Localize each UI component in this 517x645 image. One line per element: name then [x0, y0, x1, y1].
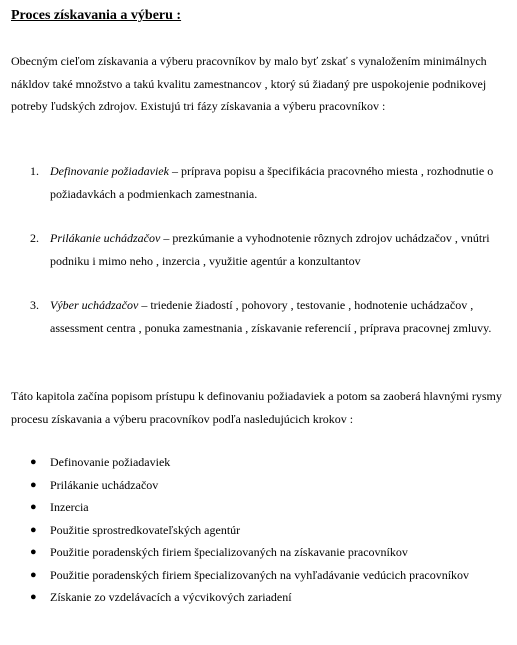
- list-item: [0, 451, 517, 474]
- phase-number: 1.: [30, 164, 39, 178]
- phase-term: Definovanie požiadaviek: [50, 164, 169, 178]
- step-text: Prilákanie uchádzačov: [50, 477, 159, 492]
- step-text: Použitie sprostredkovateľských agentúr: [50, 522, 241, 537]
- phase-term: Prilákanie uchádzačov: [50, 231, 161, 245]
- step-text: Definovanie požiadaviek: [50, 455, 171, 469]
- list-item: [0, 496, 517, 519]
- phase-number: 3.: [30, 298, 39, 312]
- phases-list: [0, 160, 517, 361]
- list-item: [0, 541, 517, 564]
- bullet-icon: ●: [30, 523, 37, 536]
- phase-description: – prezkúmanie a vyhodnotenie rôznych zdrojov uchádzačov , vnútri podniku i mimo neho , inzercia , využitie agentúr a konzultantov: [50, 231, 490, 268]
- step-text: Použitie poradenských firiem špecializovaných na vyhľadávanie vedúcich pracovníkov: [50, 567, 470, 582]
- phase-item: [0, 294, 517, 339]
- list-item: [0, 519, 517, 542]
- step-text: Inzercia: [50, 500, 89, 514]
- bullet-icon: ●: [30, 546, 37, 558]
- bullet-icon: ●: [30, 568, 37, 581]
- phase-description: – príprava popisu a špecifikácia pracovného miesta , rozhodnutie o požiadavkách a podmienkach zamestnania.: [50, 164, 494, 201]
- document-title: Proces získavania a výberu :: [11, 8, 182, 23]
- phase-item: [0, 227, 517, 272]
- bullet-icon: ●: [30, 478, 37, 491]
- list-item: [0, 564, 517, 587]
- bullet-icon: ●: [30, 456, 37, 468]
- phase-item: [0, 160, 517, 205]
- phase-term: Výber uchádzačov: [50, 298, 139, 312]
- list-item: [0, 474, 517, 497]
- steps-list: [0, 451, 517, 609]
- list-item: [0, 586, 517, 609]
- step-text: Použitie poradenských firiem špecializovaných na získavanie pracovníkov: [50, 545, 408, 559]
- intro-paragraph: Obecným cieľom získavania a výberu pracovníkov by malo byť zskať s vynaložením minimálnych nákldov také množstvo a takú kvalitu zamestnancov , ktorý sú žiadaný pre uspokojenie podnikovej potreby ľudských zdrojov. Existujú tri fázy získavania a výberu pracovníkov :: [11, 54, 487, 113]
- outro-paragraph: Táto kapitola začína popisom prístupu k definovaniu požiadaviek a potom sa zaoberá hlavnými rysmy procesu získavania a výberu pracovníkov podľa nasledujúcich krokov :: [11, 389, 502, 426]
- phase-number: 2.: [30, 231, 39, 245]
- bullet-icon: ●: [30, 591, 37, 603]
- step-text: Získanie zo vzdelávacích a výcvikových zariadení: [50, 590, 292, 604]
- phase-description: – triedenie žiadostí , pohovory , testovanie , hodnotenie uchádzačov , assessment centra , ponuka zamestnania , získavanie referencií , príprava pracovnej zmluvy.: [50, 298, 492, 335]
- bullet-icon: ●: [30, 501, 37, 513]
